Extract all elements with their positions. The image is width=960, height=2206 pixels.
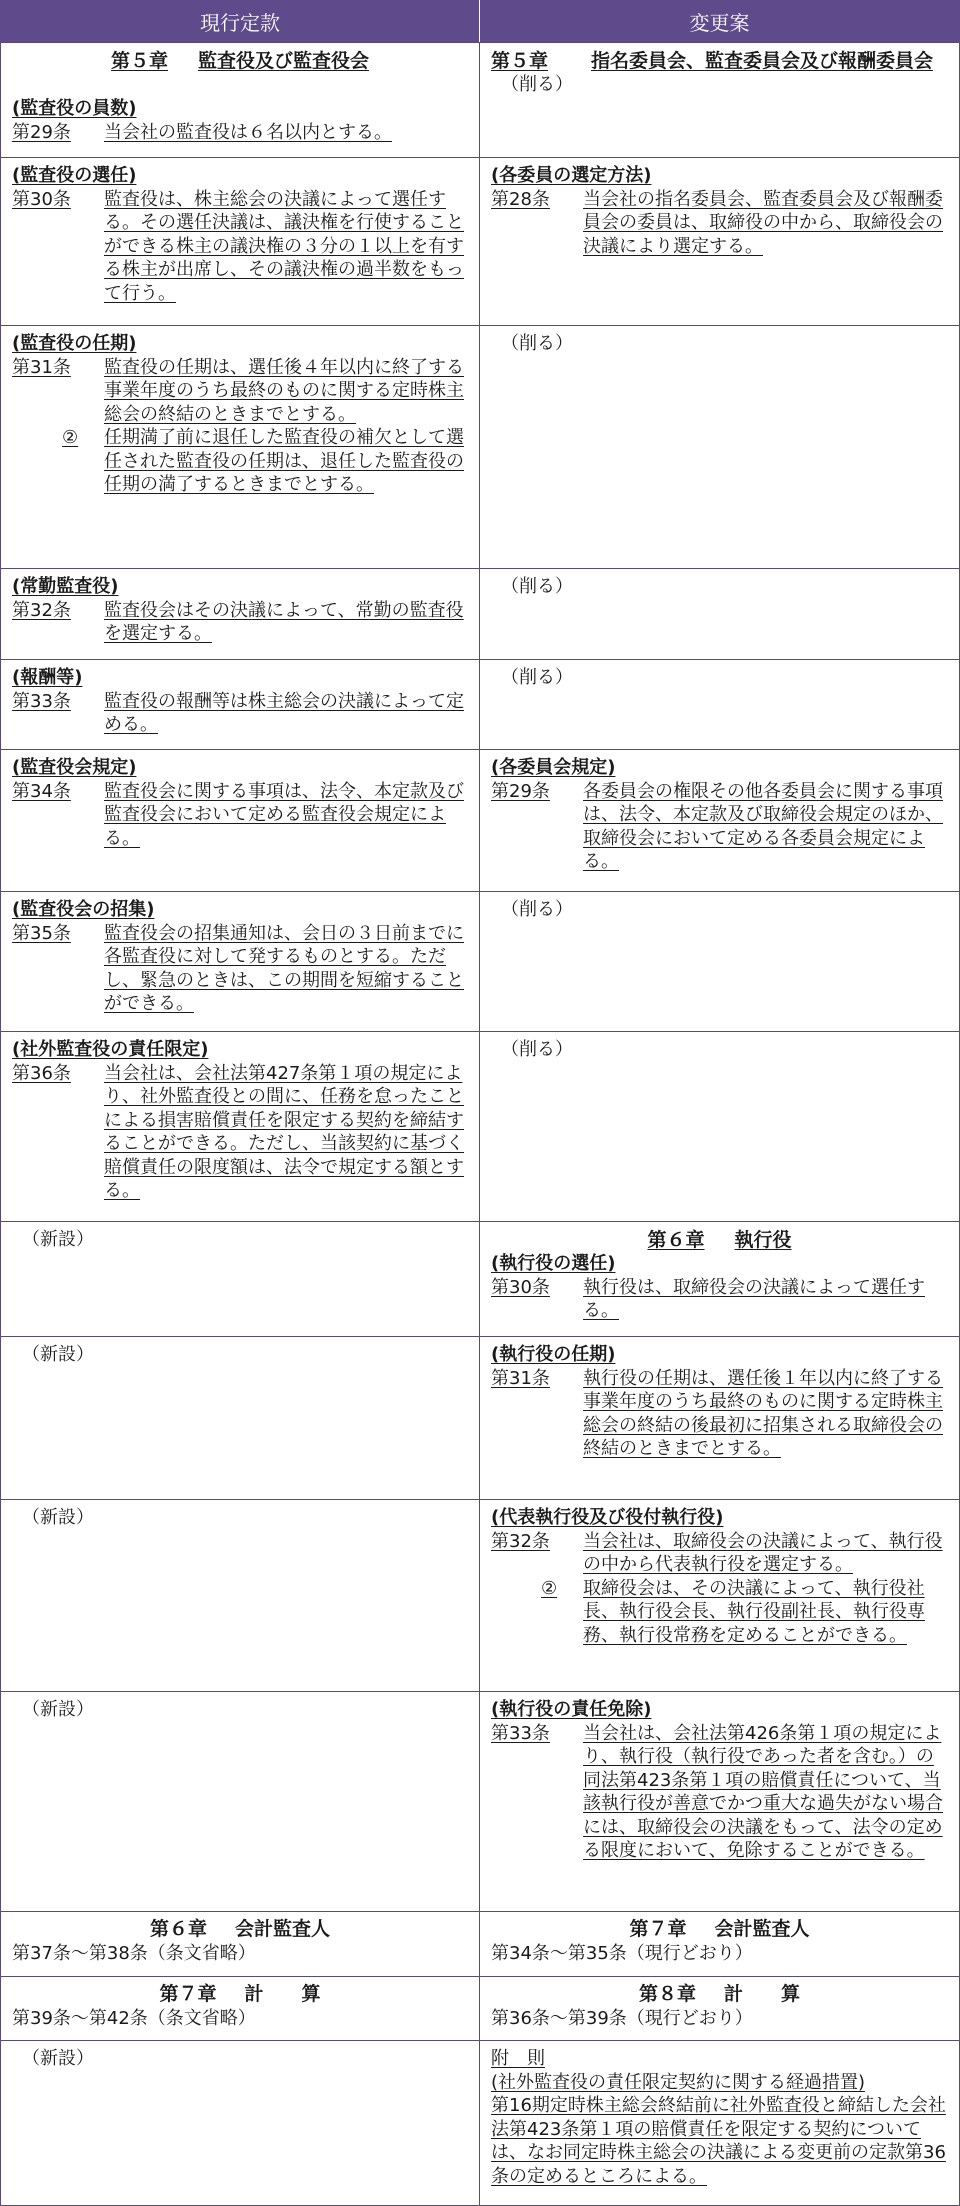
table-row (0, 569, 960, 660)
article: 第29条 当会社の監査役は６名以内とする。 (12, 121, 392, 143)
article: 第30条 監査役は、株主総会の決議によって選任する。その選任決議は、議決権を行使することができる株主の議決権の３分の１以上を有する株主が出席し、その議決権の過半数をもって行う。 (12, 188, 464, 304)
article-caption: (各委員会規定) (491, 757, 616, 778)
table-row (0, 2041, 960, 2206)
article: 第32条 監査役会はその決議によって、常勤の監査役を選定する。 (12, 599, 464, 644)
article-paragraph: ② 任期満了前に退任した監査役の補欠として選任された監査役の任期は、退任した監査役の任期の満了するときまでとする。 (62, 427, 464, 495)
article: 第33条 当会社は、会社法第426条第１項の規定により、執行役（執行役であった者を含む。）の同法第423条第１項の賠償責任について、当該執行役が善意でかつ重大な過失がない場合には、取締役会の決議をもって、法令の定める限度において、免除することができる。 (491, 1722, 943, 1861)
transitional-text: 第16期定時株主総会終結前に社外監査役と締結した会社法第423条第１項の賠償責任を限定する契約については、なお同定時株主総会の決議による変更前の定款第36条の定めるところによる。 (491, 2095, 946, 2187)
table-row (0, 158, 960, 326)
deleted-note: （削る） (501, 899, 573, 920)
article-caption: (執行役の責任免除) (491, 1699, 652, 1720)
chapter-heading: 第７章 計 算 (159, 1983, 321, 2005)
chapter-heading: 第５章 指名委員会、監査委員会及び報酬委員会 (491, 50, 934, 72)
deleted-note: （削る） (501, 333, 573, 354)
article-caption: (監査役の任期) (12, 333, 137, 354)
new-note: （新設） (22, 1699, 94, 1720)
article: 第32条 当会社は、取締役会の決議によって、執行役の中から代表執行役を選定する。 (491, 1530, 943, 1575)
transitional-caption: (社外監査役の責任限定契約に関する経過措置) (491, 2071, 866, 2093)
table-row (0, 1032, 960, 1222)
article: 第31条 監査役の任期は、選任後４年以内に終了する事業年度のうち最終のものに関する定時株主総会の終結のときまでとする。 (12, 356, 464, 425)
table-header (0, 0, 960, 43)
article-caption: (各委員の選定方法) (491, 165, 652, 186)
chapter-heading: 第５章 監査役及び監査役会 (110, 50, 370, 72)
article-caption: (社外監査役の責任限定) (12, 1039, 209, 1060)
article-caption: (監査役の員数) (12, 98, 137, 119)
table-row (0, 326, 960, 569)
article-range: 第39条～第42条（条文省略） (12, 2007, 256, 2029)
chapter-heading: 第７章 会計監査人 (629, 1918, 810, 1940)
article-caption: (監査役の選任) (12, 165, 137, 186)
article-caption: (常勤監査役) (12, 576, 119, 597)
header-current: 現行定款 (0, 0, 480, 42)
article-caption: (代表執行役及び役付執行役) (491, 1507, 724, 1528)
deleted-note: （削る） (501, 74, 573, 95)
article-range: 第34条～第35条（現行どおり） (491, 1942, 753, 1964)
table-row (0, 1977, 960, 2041)
article-caption: (監査役会規定) (12, 757, 137, 778)
table-row (0, 892, 960, 1032)
article: 第34条 監査役会に関する事項は、法令、本定款及び監査役会において定める監査役会規定による。 (12, 780, 464, 849)
table-row (0, 660, 960, 750)
new-note: （新設） (22, 1507, 94, 1528)
deleted-note: （削る） (501, 576, 573, 597)
article: 第29条 各委員会の権限その他各委員会に関する事項は、法令、本定款及び取締役会規定のほか、取締役会において定める各委員会規定による。 (491, 780, 943, 872)
article-caption: (監査役会の招集) (12, 899, 155, 920)
new-note: （新設） (22, 1344, 94, 1365)
table-row (0, 1500, 960, 1692)
table-row (0, 43, 960, 158)
table-row (0, 1222, 960, 1337)
article: 第28条 当会社の指名委員会、監査委員会及び報酬委員会の委員は、取締役の中から、取締役会の決議により選定する。 (491, 188, 943, 257)
header-proposed: 変更案 (480, 0, 960, 42)
article: 第33条 監査役の報酬等は株主総会の決議によって定める。 (12, 690, 464, 735)
deleted-note: （削る） (501, 667, 573, 688)
new-note: （新設） (22, 1229, 94, 1250)
article-caption: (報酬等) (12, 667, 83, 688)
table-row (0, 750, 960, 892)
article-paragraph: ② 取締役会は、その決議によって、執行役社長、執行役会長、執行役副社長、執行役専務、執行役常務を定めることができる。 (541, 1577, 925, 1646)
article: 第31条 執行役の任期は、選任後１年以内に終了する事業年度のうち最終のものに関する定時株主総会の終結の後最初に招集される取締役会の終結のときまでとする。 (491, 1367, 943, 1459)
chapter-heading: 第８章 計 算 (638, 1983, 801, 2005)
article-range: 第36条～第39条（現行どおり） (491, 2007, 753, 2029)
article: 第36条 当会社は、会社法第427条第１項の規定により、社外監査役との間に、任務を怠ったことによる損害賠償責任を限定する契約を締結することができる。ただし、当該契約に基づく賠償責任の限度額は、法令で規定する額とする。 (12, 1062, 464, 1201)
deleted-note: （削る） (501, 1039, 573, 1060)
chapter-heading: 第６章 執行役 (647, 1229, 792, 1251)
table-row (0, 1912, 960, 1977)
article-range: 第37条～第38条（条文省略） (12, 1942, 256, 1964)
table-row (0, 1692, 960, 1912)
supplementary-provisions-title: 附 則 (491, 2048, 545, 2069)
table-row (0, 1337, 960, 1500)
article: 第30条 執行役は、取締役会の決議によって選任する。 (491, 1276, 925, 1321)
new-note: （新設） (22, 2048, 94, 2069)
article-caption: (執行役の選任) (491, 1253, 616, 1274)
chapter-heading: 第６章 会計監査人 (149, 1918, 331, 1940)
article-caption: (執行役の任期) (491, 1344, 616, 1365)
article: 第35条 監査役会の招集通知は、会日の３日前までに各監査役に対して発するものとする。ただし、緊急のときは、この期間を短縮することができる。 (12, 922, 464, 1014)
